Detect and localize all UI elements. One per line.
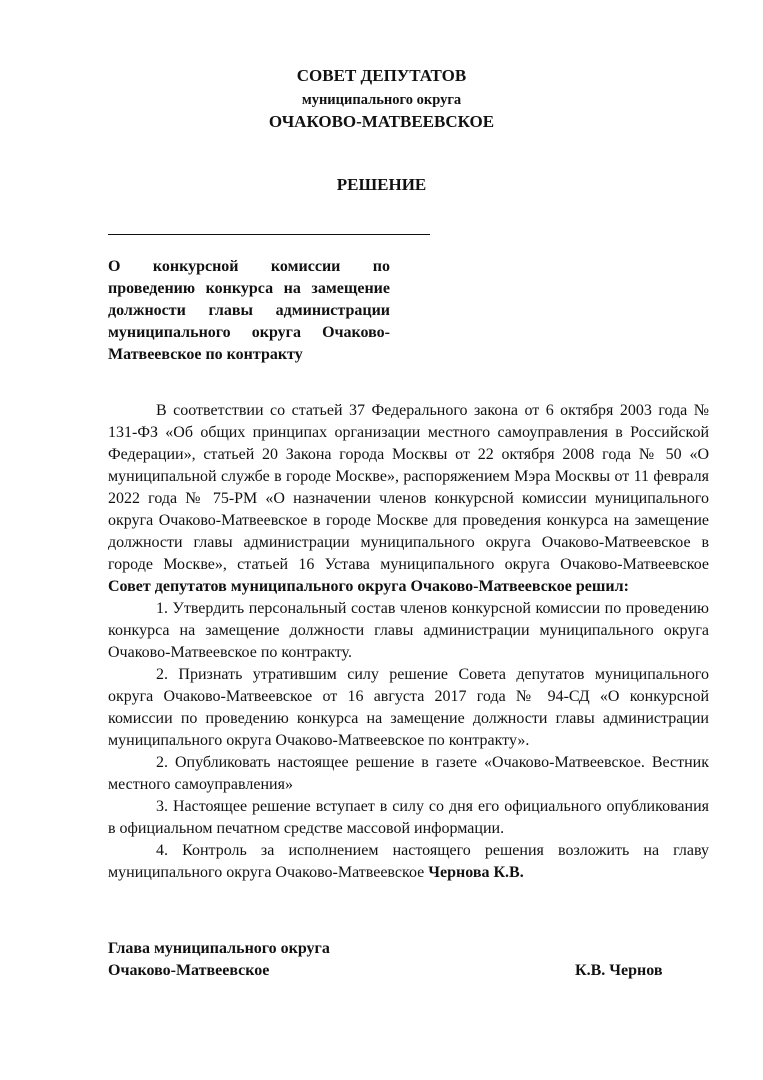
decision-item-4 (108, 840, 709, 884)
preamble-paragraph (108, 400, 709, 598)
signature-line-divider (108, 234, 430, 235)
decision-item-publish: 2. Опубликовать настоящее решение в газете «Очаково-Матвеевское. Вестник местного самоуправления» (108, 754, 709, 793)
preamble-resolution: Совет депутатов муниципального округа Очаково-Матвеевское решил: (108, 578, 629, 595)
okrug-heading: ОЧАКОВО-МАТВЕЕВСКОЕ (268, 112, 495, 131)
signature-title-line2: Очаково-Матвеевское (108, 962, 270, 979)
decision-body (108, 400, 709, 884)
signature-name: К.В. Чернов (575, 962, 663, 979)
item4-text: 4. Контроль за исполнением настоящего решения возложить на главу муниципального округа Очаково-Матвеевское (108, 842, 709, 881)
municipal-subheading: муниципального округа (301, 92, 462, 108)
decision-subject: О конкурсной комиссии по проведению конкурса на замещение должности главы администрации муниципального округа Очаково-Матвеевское по контракту (108, 258, 390, 363)
decision-item-2: 2. Признать утратившим силу решение Совета депутатов муниципального округа Очаково-Матвеевское от 16 августа 2017 года № 94-СД «О конкурсной комиссии по проведению конкурса на замещение должности главы администрации муниципального округа Очаково-Матвеевское по контракту». (108, 666, 709, 749)
council-heading: СОВЕТ ДЕПУТАТОВ (296, 66, 467, 85)
signature-title-line1: Глава муниципального округа (108, 940, 330, 957)
decision-item-3: 3. Настоящее решение вступает в силу со дня его официального опубликования в официальном печатном средстве массовой информации. (108, 798, 709, 837)
decision-heading: РЕШЕНИЕ (336, 175, 427, 194)
decision-item-1: 1. Утвердить персональный состав членов конкурсной комиссии по проведению конкурса на замещение должности главы администрации муниципального округа Очаково-Матвеевское по контракту. (108, 600, 709, 661)
preamble-text: В соответствии со статьей 37 Федерального закона от 6 октября 2003 года № 131-ФЗ «Об общих принципах организации местного самоуправления в Российской Федерации», статьей 20 Закона города Москвы от 22 октября 2008 года № 50 «О муниципальной службе в городе Москве», распоряжением Мэра Москвы от 11 февраля 2022 года № 75-РМ «О назначении членов конкурсной комиссии муниципального округа Очаково-Матвеевское в городе Москве для проведения конкурса на замещение должности главы администрации муниципального округа Очаково-Матвеевское в городе Москве», статьей 16 Устава муниципального округа Очаково-Матвеевское (108, 402, 709, 573)
item4-name: Чернова К.В. (428, 864, 524, 881)
